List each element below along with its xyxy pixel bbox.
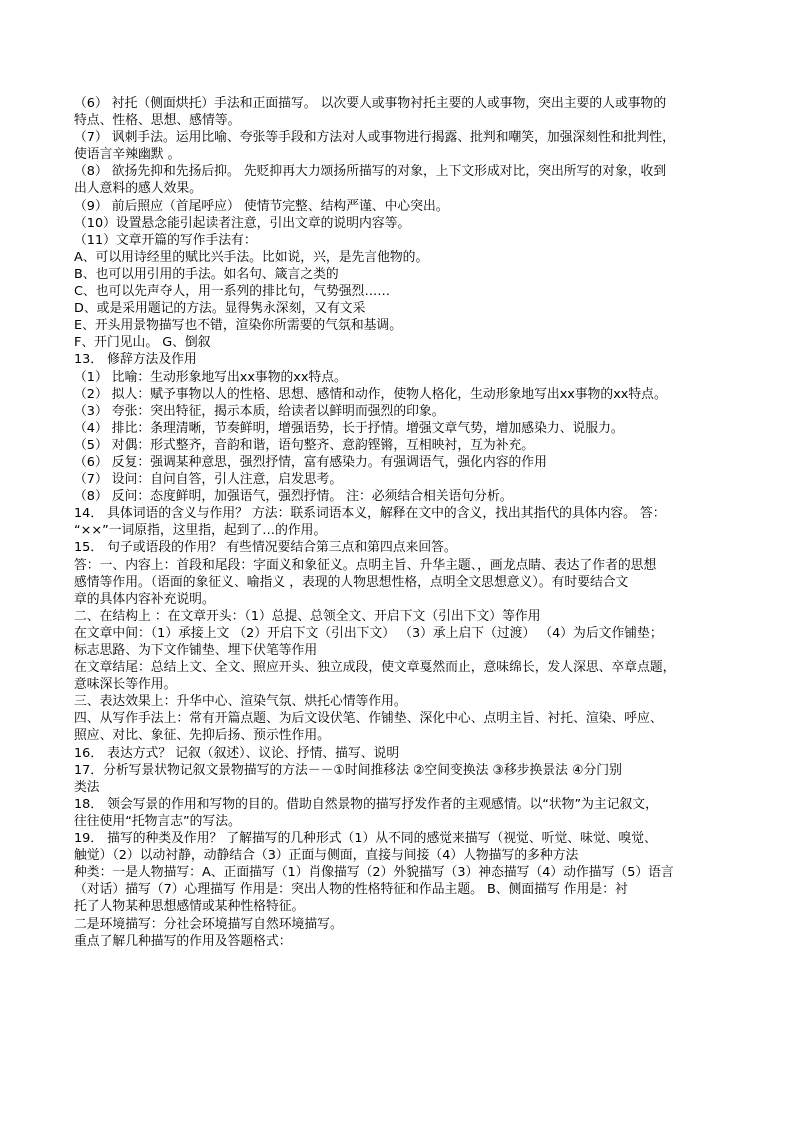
text-line: （4） 排比：条理清晰，节奏鲜明，增强语势，长于抒情。增强文章气势，增加感染力、说服力。	[74, 420, 624, 436]
text-line: 重点了解几种描写的作用及答题格式：	[74, 933, 292, 949]
text-line: （7） 设问：自问自答，引人注意，启发思考。	[74, 472, 343, 488]
text-line: C、也可以先声夺人，用一系列的排比句，气势强烈……	[74, 284, 391, 300]
text-line: 往往使用“托物言志”的写法。	[74, 813, 241, 829]
text-line: （6） 衬托（侧面烘托）手法和正面描写。 以次要人或事物衬托主要的人或事物，突出主要的人或事物的	[74, 96, 667, 111]
text-line: 二、在结构上 ：在文章开头：（1）总提、总领全文、开启下文（引出下文）等作用	[74, 608, 541, 624]
text-line: （9） 前后照应（首尾呼应） 使情节完整、结构严谨、中心突出。	[74, 198, 449, 214]
text-line: （1） 比喻：生动形象地写出xx事物的xx特点。	[74, 369, 347, 385]
text-line: 在文章结尾：总结上文、全文、照应开头、独立成段，使文章戛然而止，意味绵长，发人深思、卒章点题，	[74, 660, 676, 676]
text-line: B、也可以用引用的手法。如名句、箴言之类的	[74, 266, 339, 282]
text-line: （10）设置悬念能引起读者注意，引出文章的说明内容等。	[74, 215, 411, 231]
text-line: （5） 对偶：形式整齐，音韵和谐，语句整齐、意韵铿锵，互相映衬，互为补充。	[74, 437, 535, 453]
text-line: 感情等作用。（语面的象征义、喻指义 ，表现的人物思想性格，点明全文思想意义）。有时要结合文	[74, 574, 629, 590]
text-line: （8） 反问：态度鲜明，加强语气，强烈抒情。 注：必须结合相关语句分析。	[74, 489, 513, 505]
text-line: （3） 夸张：突出特征，揭示本质，给读者以鲜明而强烈的印象。	[74, 403, 445, 419]
text-line: D、或是采用题记的方法。显得隽永深刻，又有文采	[74, 301, 366, 317]
text-line: E、开头用景物描写也不错，渲染你所需要的气氛和基调。	[74, 318, 403, 334]
text-line: （7） 讽刺手法。运用比喻、夸张等手段和方法对人或事物进行揭露、批判和嘲笑，加强深刻性和批判性，	[74, 130, 675, 146]
section-heading: 15． 句子或语段的作用？ 有些情况要结合第三点和第四点来回答。	[74, 540, 457, 556]
text-line: （2） 拟人：赋予事物以人的性格、思想、感情和动作，使物人格化，生动形象地写出xx事物的xx特点。	[74, 386, 667, 402]
text-line: 出人意料的感人效果。	[74, 181, 202, 197]
text-line: 触觉）（2）以动衬静，动静结合（3）正面与侧面，直接与间接（4）人物描写的多种方法	[74, 848, 579, 864]
text-line: 种类：一是人物描写：A、正面描写（1）肖像描写（2）外貌描写（3）神态描写（4）动作描写（5）语言	[74, 865, 674, 881]
text-line: 照应、对比、象征、先抑后扬、预示性作用。	[74, 728, 330, 744]
text-line: 在文章中间：（1）承接上文 （2）开启下文（引出下文） （3）承上启下（过渡） （4）为后文作铺垫；	[74, 625, 663, 641]
text-line: （11）文章开篇的写作手法有：	[74, 232, 257, 248]
text-line: A、可以用诗经里的赋比兴手法。比如说，兴，是先言他物的。	[74, 249, 429, 265]
section-heading: 16． 表达方式？ 记叙（叙述）、议论、抒情、描写、说明	[74, 745, 400, 761]
text-line: 标志思路、为下文作铺垫、埋下伏笔等作用	[74, 643, 318, 658]
section-heading: 19． 描写的种类及作用？ 了解描写的几种形式（1）从不同的感觉来描写（视觉、听觉、味觉、嗅觉、	[74, 831, 657, 847]
section-heading: 18． 领会写景的作用和写物的目的。借助自然景物的描写抒发作者的主观感情。以“状物”为主记叙文，	[74, 796, 658, 812]
section-heading: 14． 具体词语的含义与作用？ 方法：联系词语本义，解释在文中的含义，找出其指代的具体内容。 答：	[74, 506, 666, 522]
text-line: 类法	[74, 779, 100, 795]
document-page	[74, 95, 726, 950]
text-line: 三、表达效果上：升华中心、渲染气氛、烘托心情等作用。	[74, 694, 407, 710]
text-line: “××”一词原指，这里指，起到了…的作用。	[74, 523, 327, 539]
text-line: 章的具体内容补充说明。	[74, 591, 215, 607]
text-line: 四、从写作手法上：常有开篇点题、为后文设伏笔、作铺垫、深化中心、点明主旨、衬托、渲染、呼应、	[74, 711, 663, 727]
section-heading: 13． 修辞方法及作用	[74, 352, 197, 368]
text-line: 答：一、内容上：首段和尾段：字面义和象征义。点明主旨、升华主题、，画龙点睛、表达了作者的思想	[74, 557, 657, 573]
text-line: 特点、性格、思想、感情等。	[74, 113, 241, 129]
text-line: 托了人物某种思想感情或某种性格特征。	[74, 899, 305, 915]
text-line: 意味深长等作用。	[74, 677, 177, 693]
text-line: （对话）描写（7）心理描写 作用是：突出人物的性格特征和作品主题。 B、侧面描写 作用是：衬	[74, 882, 628, 898]
text-line: （8） 欲扬先抑和先扬后抑。 先贬抑再大力颂扬所描写的对象，上下文形成对比，突出所写的对象，收到	[74, 164, 667, 180]
text-line: F、开门见山。 G、倒叙	[74, 335, 211, 351]
text-line: 二是环境描写：分社会环境描写自然环境描写。	[74, 916, 343, 932]
section-heading: 17．分析写景状物记叙文景物描写的方法－－①时间推移法 ②空间变换法 ③移步换景法 ④分门别	[74, 762, 622, 778]
text-line: 使语言辛辣幽默 。	[74, 147, 181, 163]
text-line: （6） 反复：强调某种意思，强烈抒情，富有感染力。有强调语气，强化内容的作用	[74, 454, 547, 470]
